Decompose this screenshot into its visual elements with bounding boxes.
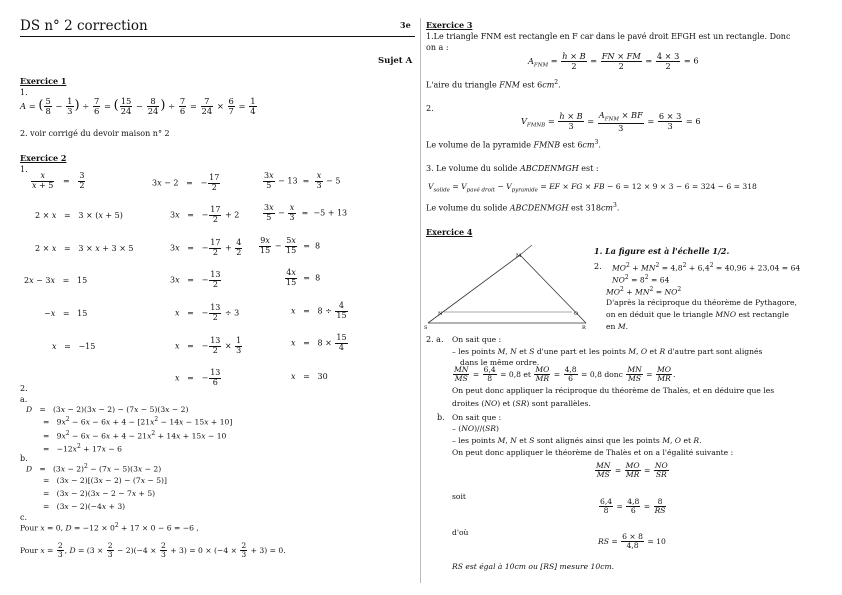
title-rule — [20, 36, 415, 37]
ex2-q2: 2. — [20, 384, 28, 393]
eq-a-6: x = −15 — [52, 342, 96, 351]
ex4-q2a-line2: – les points M, N et S d'une part et les points M, O et R d'autre part sont alignés — [452, 347, 763, 356]
ex3-area-eq: $A_{FNM}$ = $\frac{h \times B}{2}$ = $\frac{FN \times FM}{2}$ = $\frac{4 \times 3}{2}$ = 6 — [528, 51, 699, 72]
ex4-q2a-eq: $\frac{MN}{MS}$ = $\frac{6,4}{8}$ = 0,8 et $\frac{MO}{MR}$ = $\frac{4,8}{6}$ = 0,8 donc $\frac{MN}{MS}$ = $\frac{MO}{MR}$ . — [454, 365, 676, 384]
ex4-item2-text2: on en déduit que le triangle MNO est rectangle — [606, 310, 789, 319]
eq-c-3: $\frac{9x}{15}$ − $\frac{5x}{15}$ = 8 — [260, 236, 321, 255]
ex4-rs-eq: RS = $\frac{6 \times 8}{4,8}$ = 10 — [598, 532, 666, 551]
ex4-item2-text3: en M. — [606, 322, 629, 331]
ex4-q2a-label: 2. a. — [426, 335, 444, 344]
ex4-q2b-label: b. — [437, 413, 445, 422]
ex2-title: Exercice 2 — [20, 153, 67, 163]
eq-b-7: x = − $\frac{13}{6}$ — [175, 368, 221, 387]
ex4-dou: d'où — [452, 528, 469, 537]
Db-line-4: = (3x − 2)(−4x + 3) — [43, 502, 126, 511]
ex4-q2b-line2: – (NO)//(SR) — [452, 424, 499, 433]
ex4-item2-line1: $MO^2 + MN^2 = 4,8^2 + 6,4^2 = 40,96 + 23,04 = 64$ — [612, 262, 801, 273]
ex4-q2b-line4: On peut donc appliquer le théorème de Thalès et on a l'égalité suivante : — [452, 448, 734, 457]
ex2-a-label: a. — [20, 395, 28, 404]
ex3-vol-text: Le volume de la pyramide FMNB est $6cm^3$. — [426, 139, 601, 150]
class-level: 3e — [400, 20, 411, 30]
ex1-expression: A = ( $\frac{5}{8}$ − $\frac{1}{3}$ ) ÷ $\frac{7}{6}$ = ( $\frac{15}{24}$ − $\frac{8}{24}$ ) ÷ $\frac{7}{6}$ = $\frac{7}{24}$ × $\frac{6}{7}$ = $\frac{1}{4}$ — [20, 96, 256, 117]
label-n: N — [438, 311, 443, 317]
ex4-soit: soit — [452, 492, 466, 501]
Db-line-2: = (3x − 2)[(3x − 2) − (7x − 5)] — [43, 476, 167, 485]
eq-c-6: x = 8 × $\frac{15}{4}$ — [291, 333, 347, 352]
eq-c-1: $\frac{3x}{5}$ − 13 = $\frac{x}{3}$ − 5 — [264, 171, 341, 190]
ex4-title: Exercice 4 — [426, 227, 473, 237]
ex2-c-line-2: Pour x = $\frac{2}{3}$ , D = (3 × $\frac{2}{3}$ − 2)(−4 × $\frac{2}{3}$ + 3) = 0 × (−4 × $\frac{2}{3}$ + 3) = 0. — [20, 541, 286, 560]
Da-line-1: D = (3x − 2)(3x − 2) − (7x − 5)(3x − 2) — [26, 405, 189, 414]
ex4-soit-eq: $\frac{6,4}{8}$ = $\frac{4,8}{6}$ = $\frac{8}{RS}$ — [600, 497, 666, 516]
eq-c-2: $\frac{3x}{5}$ − $\frac{x}{3}$ = −5 + 13 — [264, 203, 348, 222]
eq-a-2: 2 × x = 3 × (x + 5) — [35, 211, 123, 220]
extension-m — [520, 245, 532, 255]
ex4-q2a-line5: droites (NO) et (SR) sont parallèles. — [452, 399, 591, 408]
ex3-intro-2: on a : — [426, 43, 449, 52]
eq-c-4: $\frac{4x}{15}$ = 8 — [286, 268, 321, 287]
eq-b-4: 3x = − $\frac{13}{2}$ — [170, 270, 221, 289]
ex1-q1: 1. — [20, 88, 28, 97]
label-o: O — [574, 311, 579, 317]
Da-line-2: = $9x^2 - 6x - 6x + 4 - [21x^2 - 14x - 15x + 10]$ — [43, 416, 233, 427]
eq-b-3: 3x = − $\frac{17}{2}$ + $\frac{4}{2}$ — [170, 238, 242, 257]
ex2-c-line-1: Pour x = 0, $D = -12 \times 0^2 + 17 \times 0 - 6 = -6$ , — [20, 522, 199, 533]
document-title: DS n° 2 correction — [20, 18, 148, 34]
ex1-q2: 2. voir corrigé du devoir maison n° 2 — [20, 129, 170, 138]
ex4-q2b-line3: – les points M, N et S sont alignés ainsi que les points M, O et R. — [452, 436, 702, 445]
ex3-title: Exercice 3 — [426, 20, 473, 30]
eq-a-4: 2x − 3x = 15 — [24, 276, 88, 285]
eq-b-1: 3x − 2 = − $\frac{17}{2}$ — [152, 173, 220, 192]
ex4-q2b-line1: On sait que : — [452, 413, 502, 422]
eq-a-3: 2 × x = 3 × x + 3 × 5 — [35, 244, 134, 253]
label-s: S — [424, 325, 428, 331]
ex3-q2: 2. — [426, 104, 434, 113]
Da-line-3: = $9x^2 - 6x - 6x + 4 - 21x^2 + 14x + 15x - 10$ — [43, 430, 227, 441]
ex4-item2-text1: D'après la réciproque du théorème de Pythagore, — [606, 298, 797, 307]
ex4-conclusion: RS est égal à 10cm ou [RS] mesure 10cm. — [452, 562, 615, 571]
ex3-area-text: L'aire du triangle FNM est $6cm^2$. — [426, 79, 561, 90]
triangle-figure — [424, 243, 589, 333]
ex4-q2a-line4: On peut donc appliquer la réciproque du théorème de Thalès, et en déduire que les — [452, 386, 775, 395]
label-r: R — [582, 325, 586, 331]
ex2-c-label: c. — [20, 513, 28, 522]
ex4-item2-line2: $NO^2 = 8^2 = 64$ — [612, 274, 670, 285]
eq-b-6: x = − $\frac{13}{2}$ × $\frac{1}{3}$ — [175, 336, 242, 355]
eq-b-2: 3x = − $\frac{17}{2}$ + 2 — [170, 205, 240, 224]
ex3-vol-eq: $V_{FMNB}$ = $\frac{h \times B}{3}$ = $\frac{A_{FNM} \times BF}{3}$ = $\frac{6 \times 3}{3}$ = 6 — [521, 110, 701, 133]
ex4-item1: 1. La figure est à l'échelle 1/2. — [594, 246, 730, 256]
Db-line-3: = (3x − 2)(3x − 2 − 7x + 5) — [43, 489, 156, 498]
ex4-q2a-line3: dans le même ordre. — [460, 358, 540, 367]
ex3-intro-1: 1.Le triangle FNM est rectangle en F car dans le pavé droit EFGH est un rectangle. Donc — [426, 32, 791, 41]
eq-c-7: x = 30 — [291, 372, 328, 381]
Db-line-1: $D = (3x - 2)^2 - (7x - 5)(3x - 2)$ — [26, 463, 162, 474]
eq-a-1: $\frac{x}{x + 5}$ = $\frac{3}{2}$ — [32, 171, 85, 190]
Da-line-4: = $-12x^2 + 17x - 6$ — [43, 443, 122, 454]
column-divider — [420, 18, 421, 583]
ex4-q2a-line1: On sait que : — [452, 335, 502, 344]
subject-label: Sujet A — [378, 56, 413, 66]
ex2-q1: 1. — [20, 165, 28, 174]
ex3-solid-eq: $V_{solide} = V_{pavé droit} - V_{pyramide}$ = EF × FG × FB − 6 = 12 × 9 × 3 − 6 = 324 − 6 = 318 — [428, 182, 757, 194]
ex2-b-label: b. — [20, 454, 28, 463]
eq-b-5: x = − $\frac{13}{2}$ ÷ 3 — [175, 303, 240, 322]
ex4-item2-line3: $MO^2 + MN^2 = NO^2$ — [606, 286, 682, 297]
eq-c-5: x = 8 ÷ $\frac{4}{15}$ — [291, 301, 347, 320]
eq-a-5: −x = 15 — [44, 309, 88, 318]
ex3-solid-text: Le volume du solide ABCDENMGH est $318cm^3$. — [426, 202, 620, 213]
ex3-q3: 3. Le volume du solide ABCDENMGH est : — [426, 164, 599, 173]
ex1-title: Exercice 1 — [20, 76, 67, 86]
ex4-thales-eq: $\frac{MN}{MS}$ = $\frac{MO}{MR}$ = $\frac{NO}{SR}$ — [596, 461, 668, 480]
ex4-item2-number: 2. — [594, 262, 602, 271]
label-m: M — [516, 253, 522, 259]
